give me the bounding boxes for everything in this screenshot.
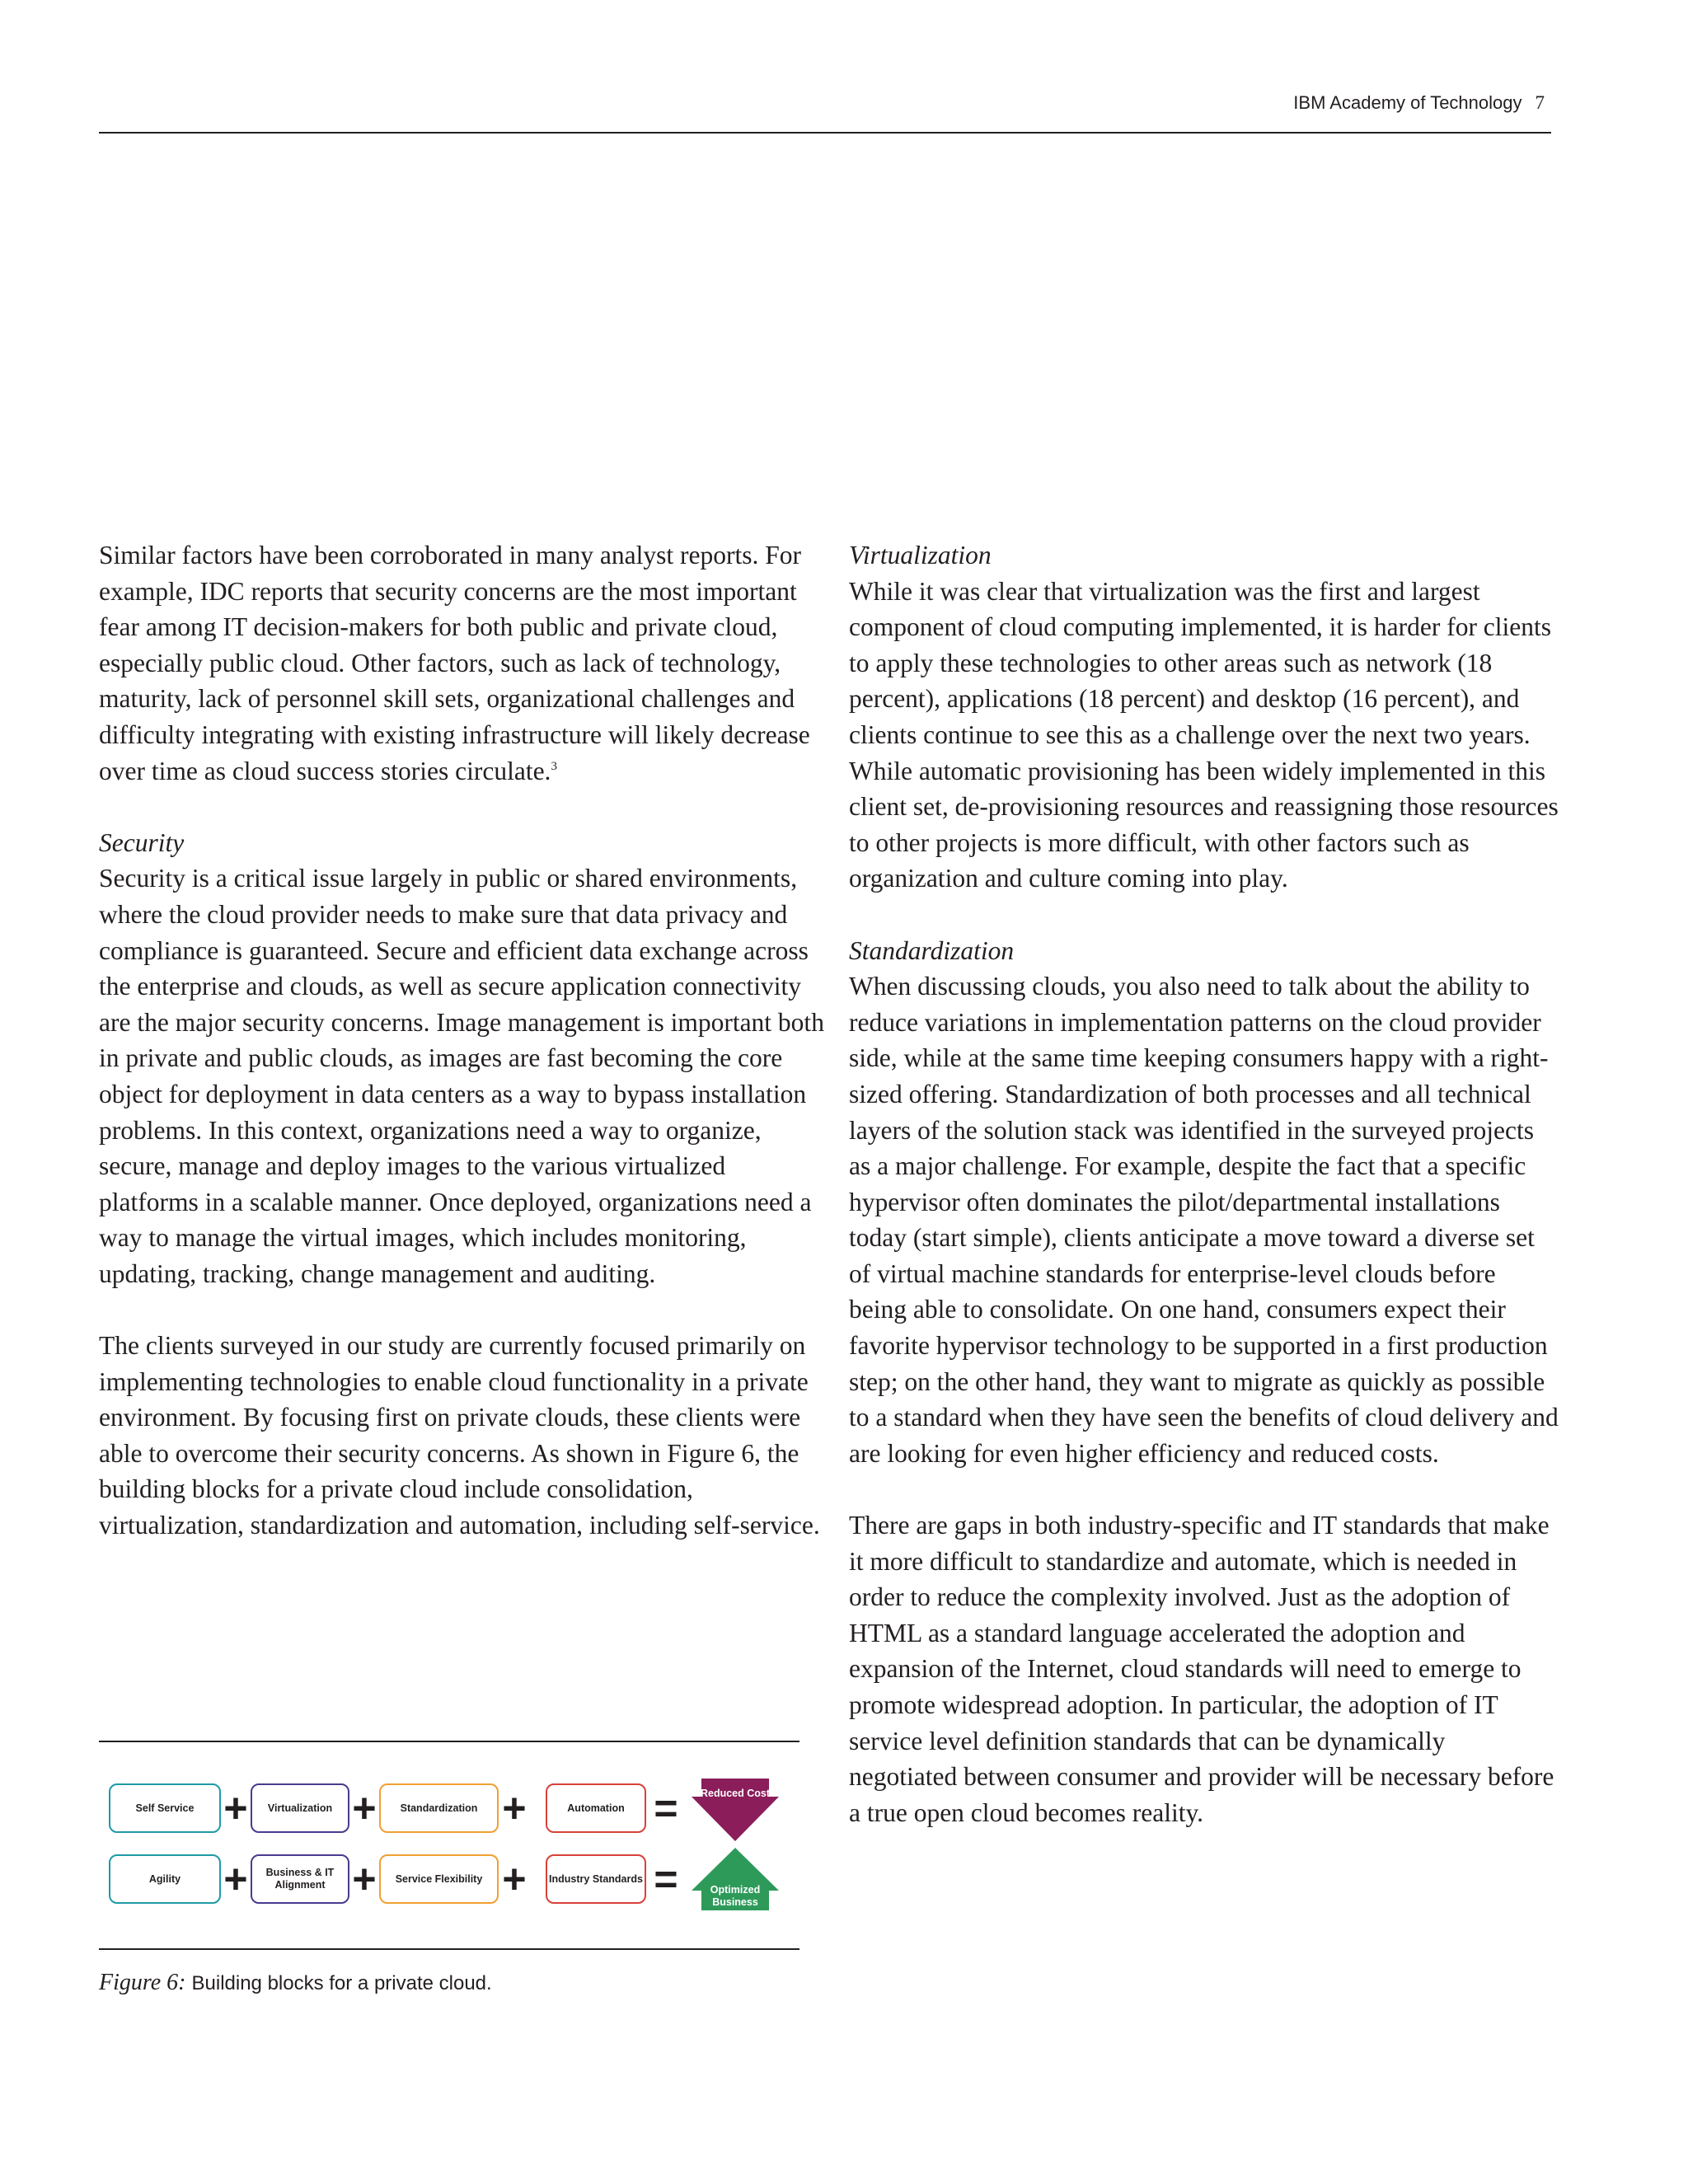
header-text [1293,92,1545,114]
figure-6 [99,1741,799,1950]
equals-operator: = [654,1785,678,1831]
self-service-box: Self Service [109,1783,221,1833]
page-header [99,92,1551,134]
plus-operator: + [223,1785,248,1831]
plus-operator: + [502,1785,527,1831]
virtualization-heading: Virtualization [849,541,992,569]
reduced-cost-label: Reduced Cost [700,1788,771,1799]
footnote-ref: 3 [551,759,557,773]
agility-box: Agility [109,1854,221,1904]
right-column [849,537,1559,1830]
security-paragraph: Security is a critical issue largely in public or shared environments, where the cloud provider needs to make sure that data privacy and compliance is guaranteed. Secure and efficient data exchange across the enterprise and clouds, as well as secure application connectivity are the major security concerns. Image management is important both in private and public clouds, as images are fast becoming the core object for deployment in data centers as a way to bypass installation problems. In this context, organizations need a way to organize, secure, manage and deploy images to the various virtualized platforms in a scalable manner. Once deployed, organizations need a way to manage the virtual images, which includes monitoring, updating, tracking, change management and auditing. [99,864,824,1288]
standardization-heading: Standardization [849,935,1015,965]
equals-operator: = [654,1856,678,1902]
automation-box: Automation [546,1783,646,1833]
caption-text: Building blocks for a private cloud. [191,1972,492,1994]
left-column [99,537,824,1544]
figure-caption [99,1970,492,1996]
plus-operator: + [352,1856,377,1902]
page-number: 7 [1535,92,1545,113]
plus-operator: + [502,1856,527,1902]
gaps-paragraph: There are gaps in both industry-specific and IT standards that make it more difficult to standardize and automate, which is needed in order to reduce the complexity involved. Just as the adoption of HTML as a standard language accelerated the adoption and expansion of the Internet, cloud standards will need to emerge to promote widespread adoption. In particular, the adoption of IT service level definition standards that can be dynamically negotiated between consumer and provider will be necessary before a true open cloud becomes reality. [849,1511,1554,1827]
clients-paragraph: The clients surveyed in our study are currently focused primarily on implementing technologies to enable cloud functionality in a private environment. By focusing first on private clouds, these clients were able to overcome their security concerns. As shown in Figure 6, the building blocks for a private cloud include consolidation, virtualization, standardization and automation, including self-service. [99,1331,820,1540]
security-heading: Security [99,827,185,857]
plus-operator: + [223,1856,248,1902]
intro-text: Similar factors have been corroborated in many analyst reports. For example, IDC reports that security concerns are the most important fear among IT decision-makers for both public and private cloud, especially public cloud. Other factors, such as lack of technology, maturity, lack of personnel skill sets, organizational challenges and difficulty integrating with existing infrastructure will likely decrease over time as cloud success stories circulate. [99,541,810,785]
header-title: IBM Academy of Technology [1293,92,1522,113]
industry-standards-box: Industry Standards [546,1854,646,1904]
business-it-alignment-box: Business & IT Alignment [251,1854,349,1904]
standardization-box: Standardization [379,1783,499,1833]
virtualization-box: Virtualization [251,1783,349,1833]
plus-operator: + [352,1785,377,1831]
optimized-business-label: Optimized Business [710,1884,761,1908]
virtualization-paragraph: While it was clear that virtualization was the first and largest component of cloud computing implemented, it is harder for clients to apply these technologies to other areas such as network (18 percent), applications (18 percent) and desktop (16 percent), and clients continue to see this as a challenge over the next two years. While automatic provisioning has been widely implemented in this client set, de-provisioning resources and reassigning those resources to other projects is more difficult, with other factors such as organization and culture coming into play. [849,576,1559,893]
standardization-paragraph: When discussing clouds, you also need to talk about the ability to reduce variations in implementation patterns on the cloud provider side, while at the same time keeping consumers happy with a right-sized offering. Standardization of both processes and all technical layers of the solution stack was identified in the surveyed projects as a major challenge. For example, despite the fact that a specific hypervisor often dominates the pilot/departmental installations today (start simple), clients anticipate a move toward a diverse set of virtual machine standards for enterprise-level clouds before being able to consolidate. On one hand, consumers expect their favorite hypervisor technology to be supported in a first production step; on the other hand, they want to migrate as quickly as possible to a standard when they have seen the benefits of cloud delivery and are looking for even higher efficiency and reduced costs. [849,972,1559,1468]
caption-label: Figure 6: [99,1970,186,1995]
intro-paragraph [99,537,824,789]
service-flexibility-box: Service Flexibility [379,1854,499,1904]
